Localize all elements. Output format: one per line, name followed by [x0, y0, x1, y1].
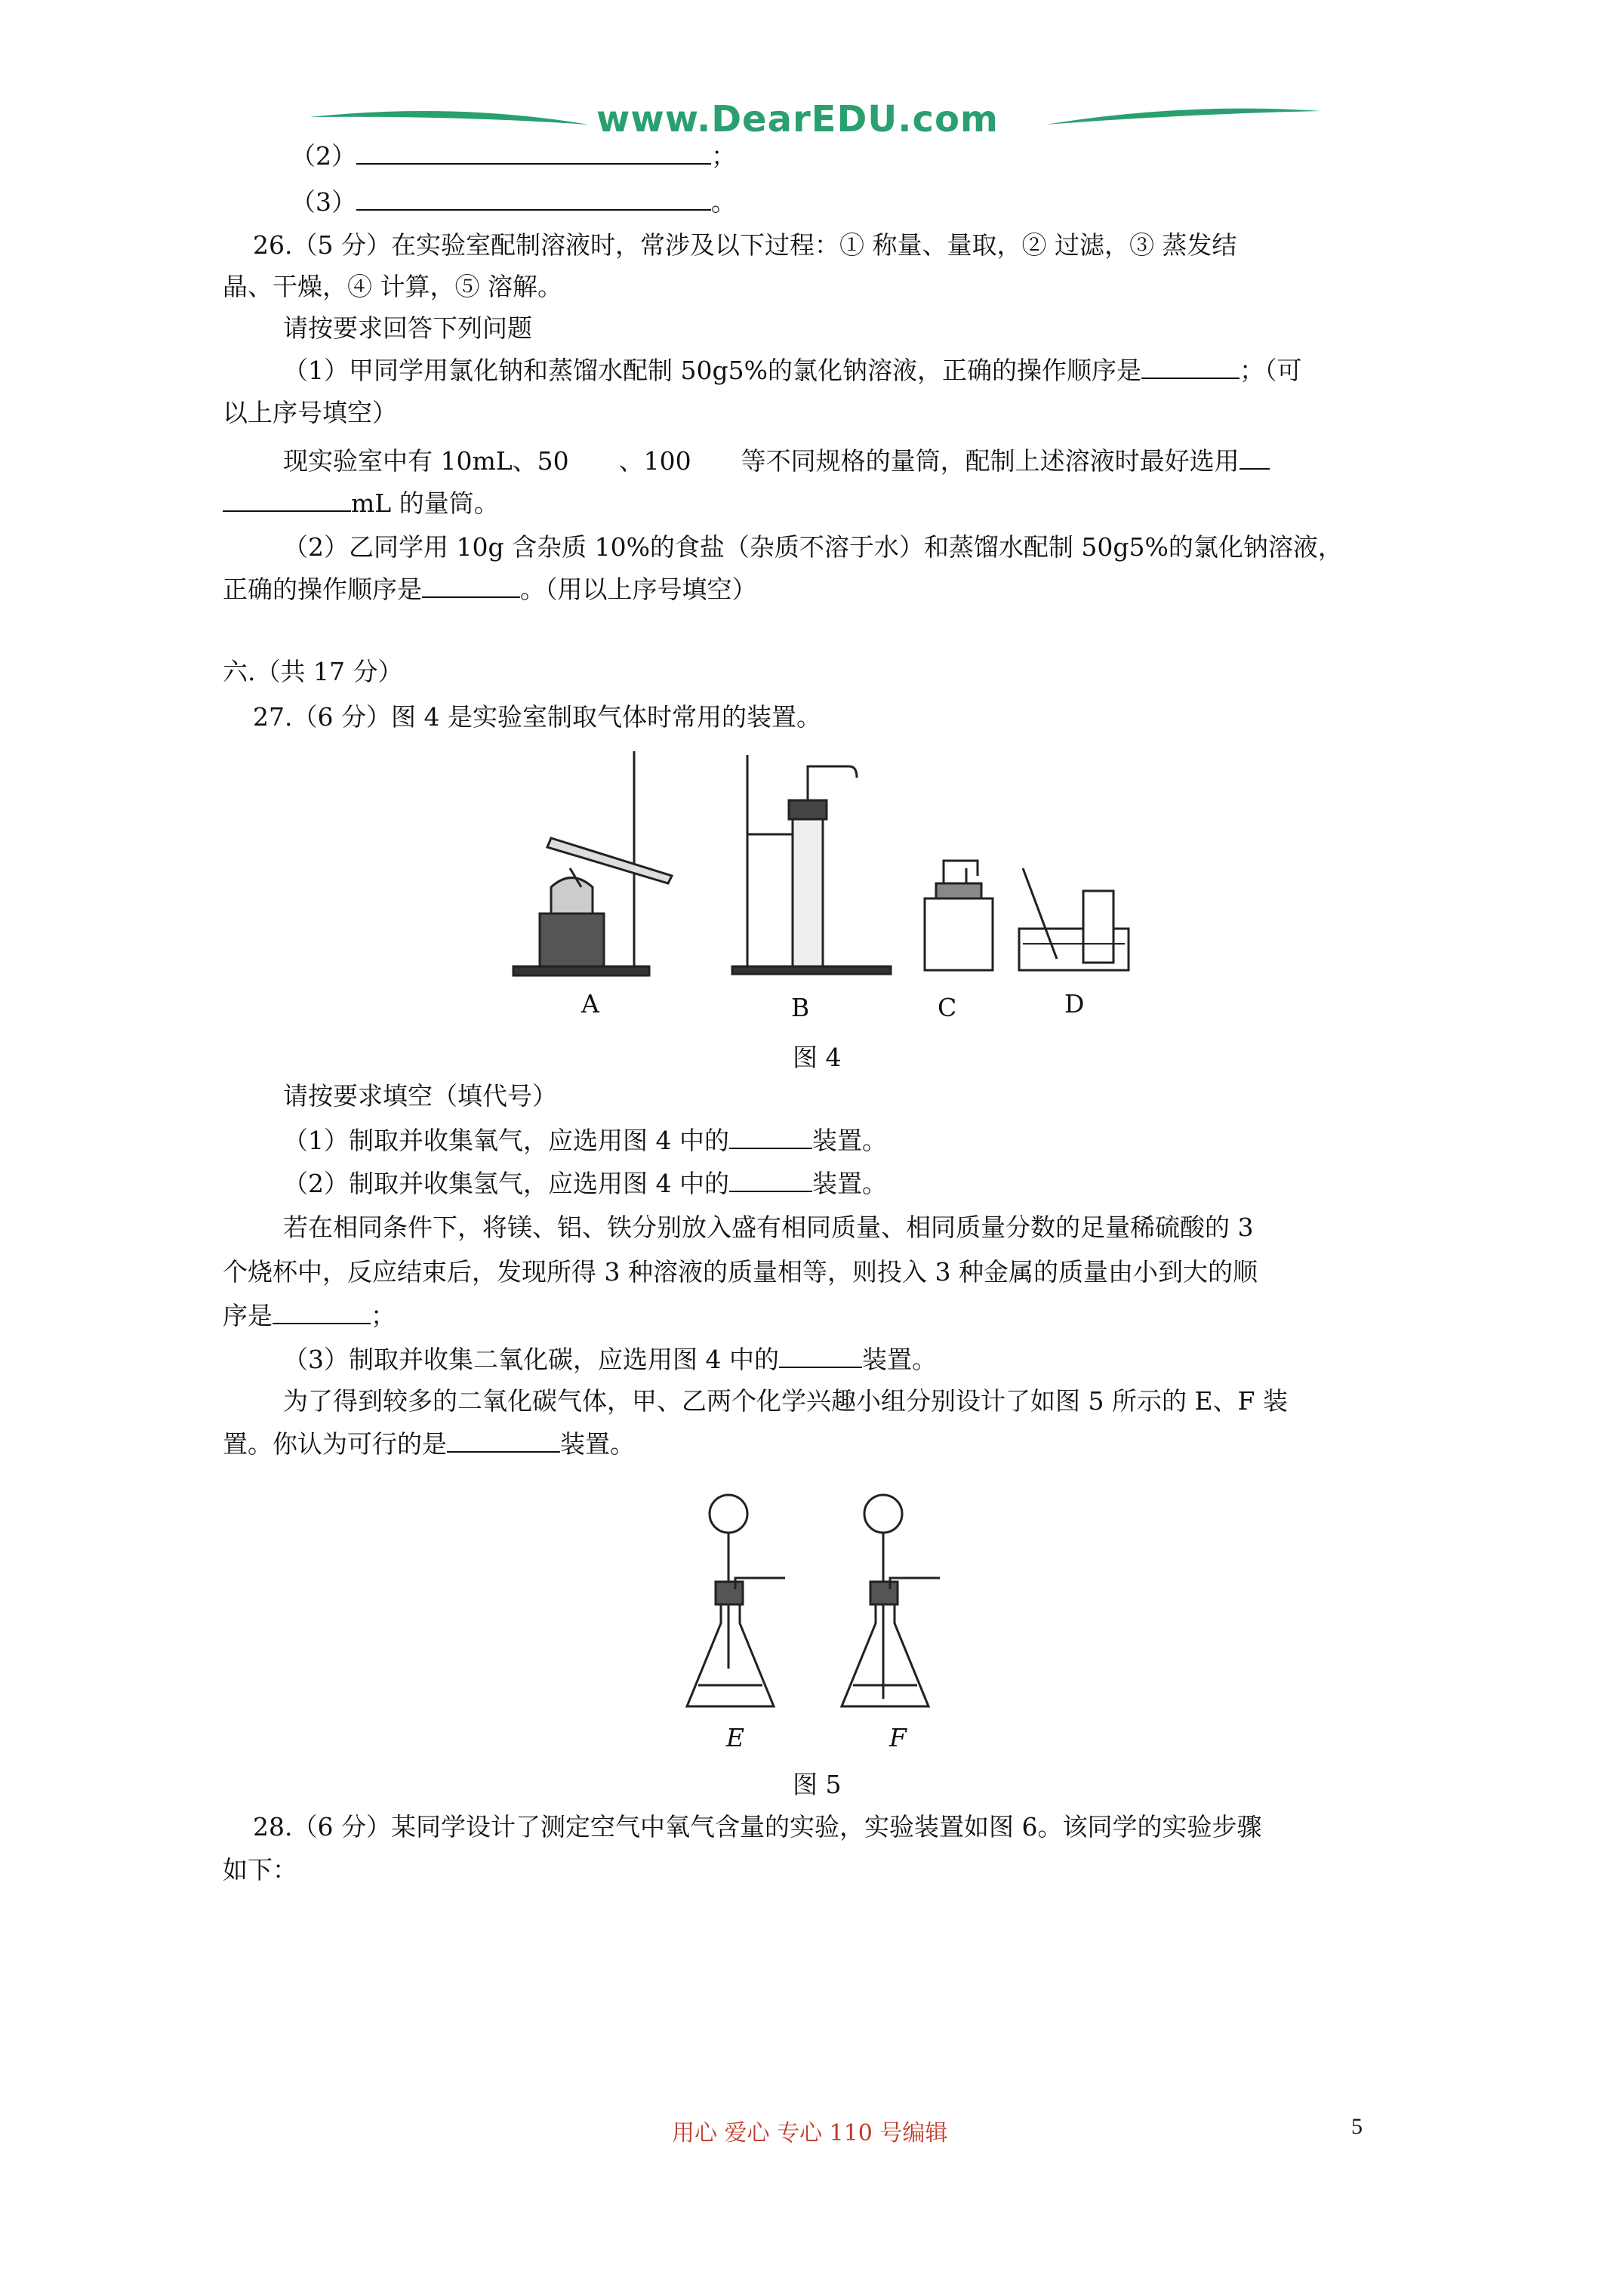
fig4-label-b: B — [791, 993, 810, 1022]
q27-line: 27.（6 分）图 4 是实验室制取气体时常用的装置。 — [253, 702, 821, 732]
fig4-label-a: A — [581, 989, 599, 1019]
fig5-label-f: F — [889, 1723, 907, 1752]
q26-line: 26.（5 分）在实验室配制溶液时，常涉及以下过程：① 称量、量取，② 过滤，③ 蒸发结 — [253, 230, 1237, 260]
q27-line: （3）制取并收集二氧化碳，应选用图 4 中的 装置。 — [283, 1345, 937, 1374]
q28-line: 28.（6 分）某同学设计了测定空气中氧气含量的实验，实验装置如图 6。该同学的实验步骤 — [253, 1812, 1262, 1841]
q27-line: 若在相同条件下，将镁、铝、铁分别放入盛有相同质量、相同质量分数的足量稀硫酸的 3 — [283, 1213, 1254, 1242]
site-title: www.DearEDU.com — [596, 98, 999, 140]
q26-line: mL 的量筒。 — [223, 488, 499, 519]
q27-line: 置。你认为可行的是 装置。 — [223, 1429, 635, 1459]
figure-5-flasks — [679, 1487, 951, 1721]
q26-line: （1）甲同学用氯化钠和蒸馏水配制 50g5%的氯化钠溶液，正确的操作顺序是 ；（可 — [283, 356, 1302, 385]
fig5-label-e: E — [726, 1723, 745, 1752]
fig4-label-c: C — [938, 993, 957, 1022]
figure-5-caption: 图 5 — [793, 1770, 842, 1799]
q26-line: 请按要求回答下列问题 — [283, 313, 532, 343]
q26-line: 以上序号填空） — [223, 398, 397, 427]
figure-4-caption: 图 4 — [793, 1043, 842, 1072]
q27-line: 个烧杯中，反应结束后，发现所得 3 种溶液的质量相等，则投入 3 种金属的质量由小到大的顺 — [223, 1257, 1258, 1287]
q27-line: 为了得到较多的二氧化碳气体，甲、乙两个化学兴趣小组分别设计了如图 5 所示的 E、F 装 — [283, 1386, 1288, 1416]
q27-line: 序是 ； — [223, 1301, 396, 1330]
footer-text: 用心 爱心 专心 110 号编辑 — [672, 2120, 948, 2147]
q27-line: 请按要求填空（填代号） — [283, 1081, 557, 1111]
answer-line-2: （2） ； — [291, 141, 736, 171]
q26-line: 现实验室中有 10mL、50 、100 等不同规格的量筒，配制上述溶液时最好选用 — [283, 445, 1270, 476]
q27-line: （2）制取并收集氢气，应选用图 4 中的 装置。 — [283, 1169, 887, 1198]
q27-line: （1）制取并收集氧气，应选用图 4 中的 装置。 — [283, 1126, 887, 1155]
page-number: 5 — [1351, 2114, 1363, 2139]
q26-line: （2）乙同学用 10g 含杂质 10%的食盐（杂质不溶于水）和蒸馏水配制 50g5%的氯化钠溶液， — [283, 532, 1343, 562]
fig4-label-d: D — [1064, 989, 1085, 1019]
q28-line: 如下： — [223, 1855, 297, 1885]
section-6-heading: 六.（共 17 分） — [223, 657, 403, 686]
q26-line: 晶、干燥，④ 计算，⑤ 溶解。 — [223, 272, 562, 301]
answer-line-3: （3） 。 — [291, 187, 736, 217]
q26-line: 正确的操作顺序是 。（用以上序号填空） — [223, 575, 757, 604]
